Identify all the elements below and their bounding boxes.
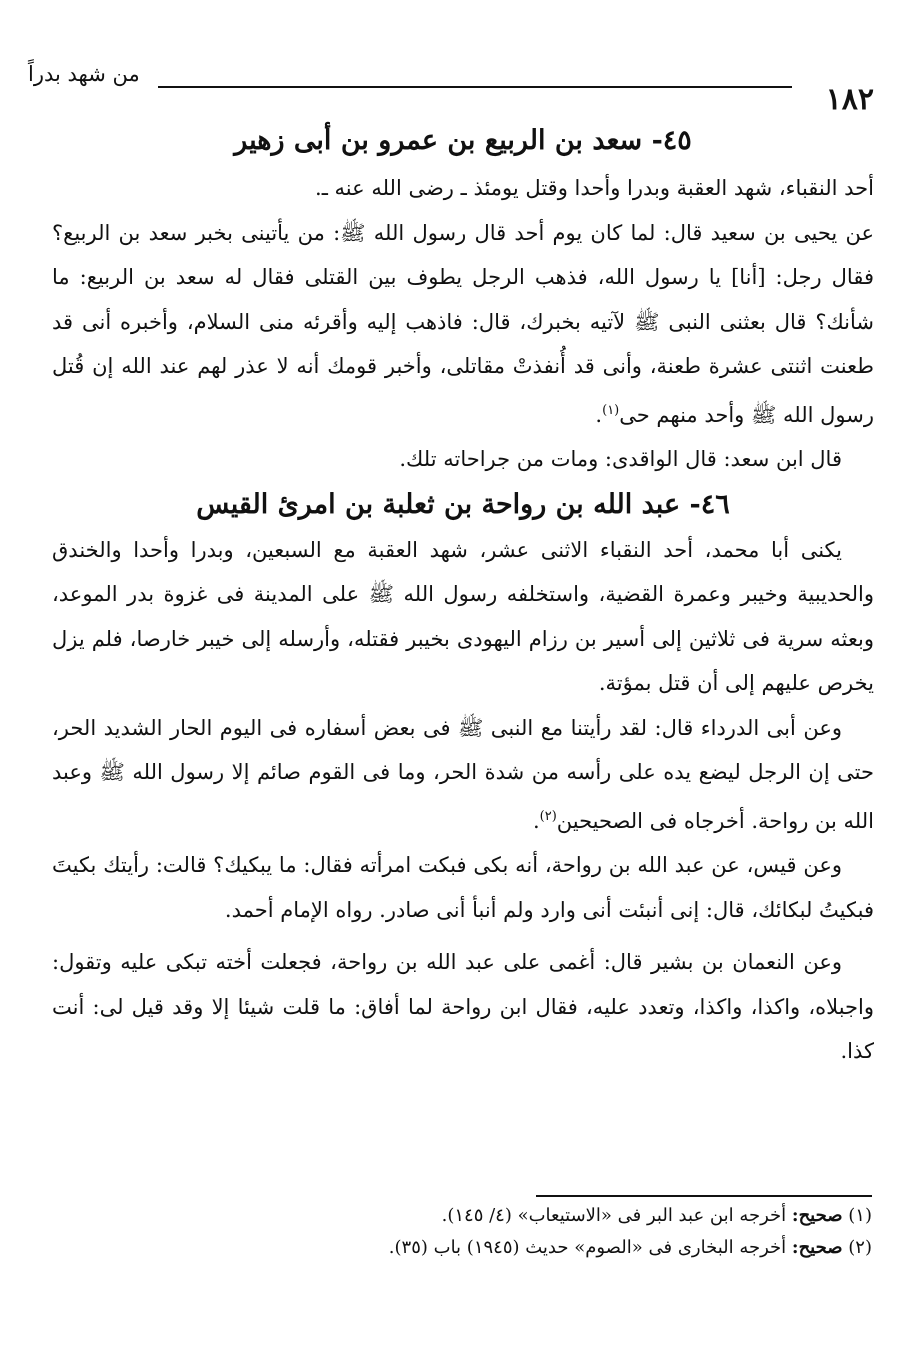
- footnote-status: صحيح:: [791, 1205, 843, 1226]
- paragraph: [52, 437, 874, 482]
- footnote-status: صحيح:: [791, 1237, 843, 1258]
- footnote-text: أخرجه ابن عبد البر فى «الاستيعاب» (٤/ ١٤٥).: [441, 1205, 787, 1226]
- paragraph: [52, 166, 874, 211]
- running-title: من شهد بدراً: [28, 62, 140, 86]
- footnote: [52, 1232, 872, 1264]
- paragraph-text: وعن النعمان بن بشير قال: أغمى على عبد الله بن رواحة، فجعلت أخته تبكى عليه وتقول: واجبلاه، واكذا، واكذا، وتعدد عليه، فقال ابن رواحة لما أفاق: ما قلت شيئا إلا وقد قيل لى: أنت كذا.: [52, 950, 874, 1063]
- footnote-ref[interactable]: (٢): [539, 808, 557, 824]
- paragraph: [52, 843, 874, 932]
- footnote-number: (١): [848, 1205, 872, 1226]
- paragraph-text: أحد النقباء، شهد العقبة وبدرا وأحدا وقتل يومئذ ـ رضى الله عنه ـ.: [315, 176, 874, 200]
- footnotes: [52, 1200, 872, 1264]
- footnote-ref[interactable]: (١): [602, 402, 620, 418]
- paragraph-text: وعن أبى الدرداء قال: لقد رأيتنا مع النبى ﷺ فى بعض أسفاره فى اليوم الحار الشديد الحر، حتى إن الرجل ليضع يده على رأسه من شدة الحر، وما فى القوم صائم إلا رسول الله ﷺ وعبد الله بن رواحة. أخرجاه فى الصحيحين: [52, 715, 874, 833]
- paragraph: [52, 940, 874, 1074]
- page-number: ١٨٢: [825, 82, 874, 117]
- footnote-rule: [536, 1195, 872, 1197]
- page-content: [52, 118, 874, 1074]
- paragraph: [52, 528, 874, 706]
- footnote-number: (٢): [848, 1237, 872, 1258]
- paragraph-end: .: [532, 808, 540, 833]
- paragraph-end: .: [595, 402, 603, 427]
- paragraph-text: وعن قيس، عن عبد الله بن رواحة، أنه بكى فبكت امرأته فقال: ما يبكيك؟ قالت: رأيتك بكيتَ فبكيتُ لبكائك، قال: إنى أنبئت أنى وارد ولم أنبأ أنى صادر. رواه الإمام أحمد.: [52, 853, 874, 922]
- paragraph-text: عن يحيى بن سعيد قال: لما كان يوم أحد قال رسول الله ﷺ: من يأتينى بخبر سعد بن الربيع؟ فقال رجل: [أنا] يا رسول الله، فذهب الرجل يطوف بين القتلى فقال له سعد بن الربيع: ما شأنك؟ قال بعثنى النبى ﷺ لآتيه بخبرك، قال: فاذهب إليه وأقرئه منى السلام، وأخبره أنى قد طعنت اثنتى عشرة طعنة، وأنى قد أُنفذتْ مقاتلى، وأخبر قومك أنه لا عذر لهم عند الله إن قُتل رسول الله ﷺ وأحد منهم حى: [52, 220, 874, 427]
- header-rule: [158, 86, 792, 88]
- footnote: [52, 1200, 872, 1232]
- paragraph: [52, 211, 874, 438]
- section-heading-45: ٤٥- سعد بن الربيع بن عمرو بن أبى زهير: [234, 125, 692, 156]
- paragraph-text: يكنى أبا محمد، أحد النقباء الاثنى عشر، شهد العقبة مع السبعين، وبدرا وأحدا والخندق والحديبية وخيبر وعمرة القضية، واستخلفه رسول الله ﷺ على المدينة فى غزوة بدر الموعد، وبعثه سرية فى ثلاثين إلى أسير بن رزام اليهودى بخيبر فقتله، وأرسله إلى خيبر خارصا، فلم يزل يخرص عليهم إلى أن قتل بمؤتة.: [52, 537, 874, 695]
- paragraph-text: قال ابن سعد: قال الواقدى: ومات من جراحاته تلك.: [399, 447, 842, 471]
- section-heading-46: ٤٦- عبد الله بن رواحة بن ثعلبة بن امرئ القيس: [196, 488, 730, 520]
- footnote-text: أخرجه البخارى فى «الصوم» حديث (١٩٤٥) باب (٣٥).: [388, 1237, 787, 1258]
- paragraph: [52, 706, 874, 844]
- running-header: [28, 62, 874, 117]
